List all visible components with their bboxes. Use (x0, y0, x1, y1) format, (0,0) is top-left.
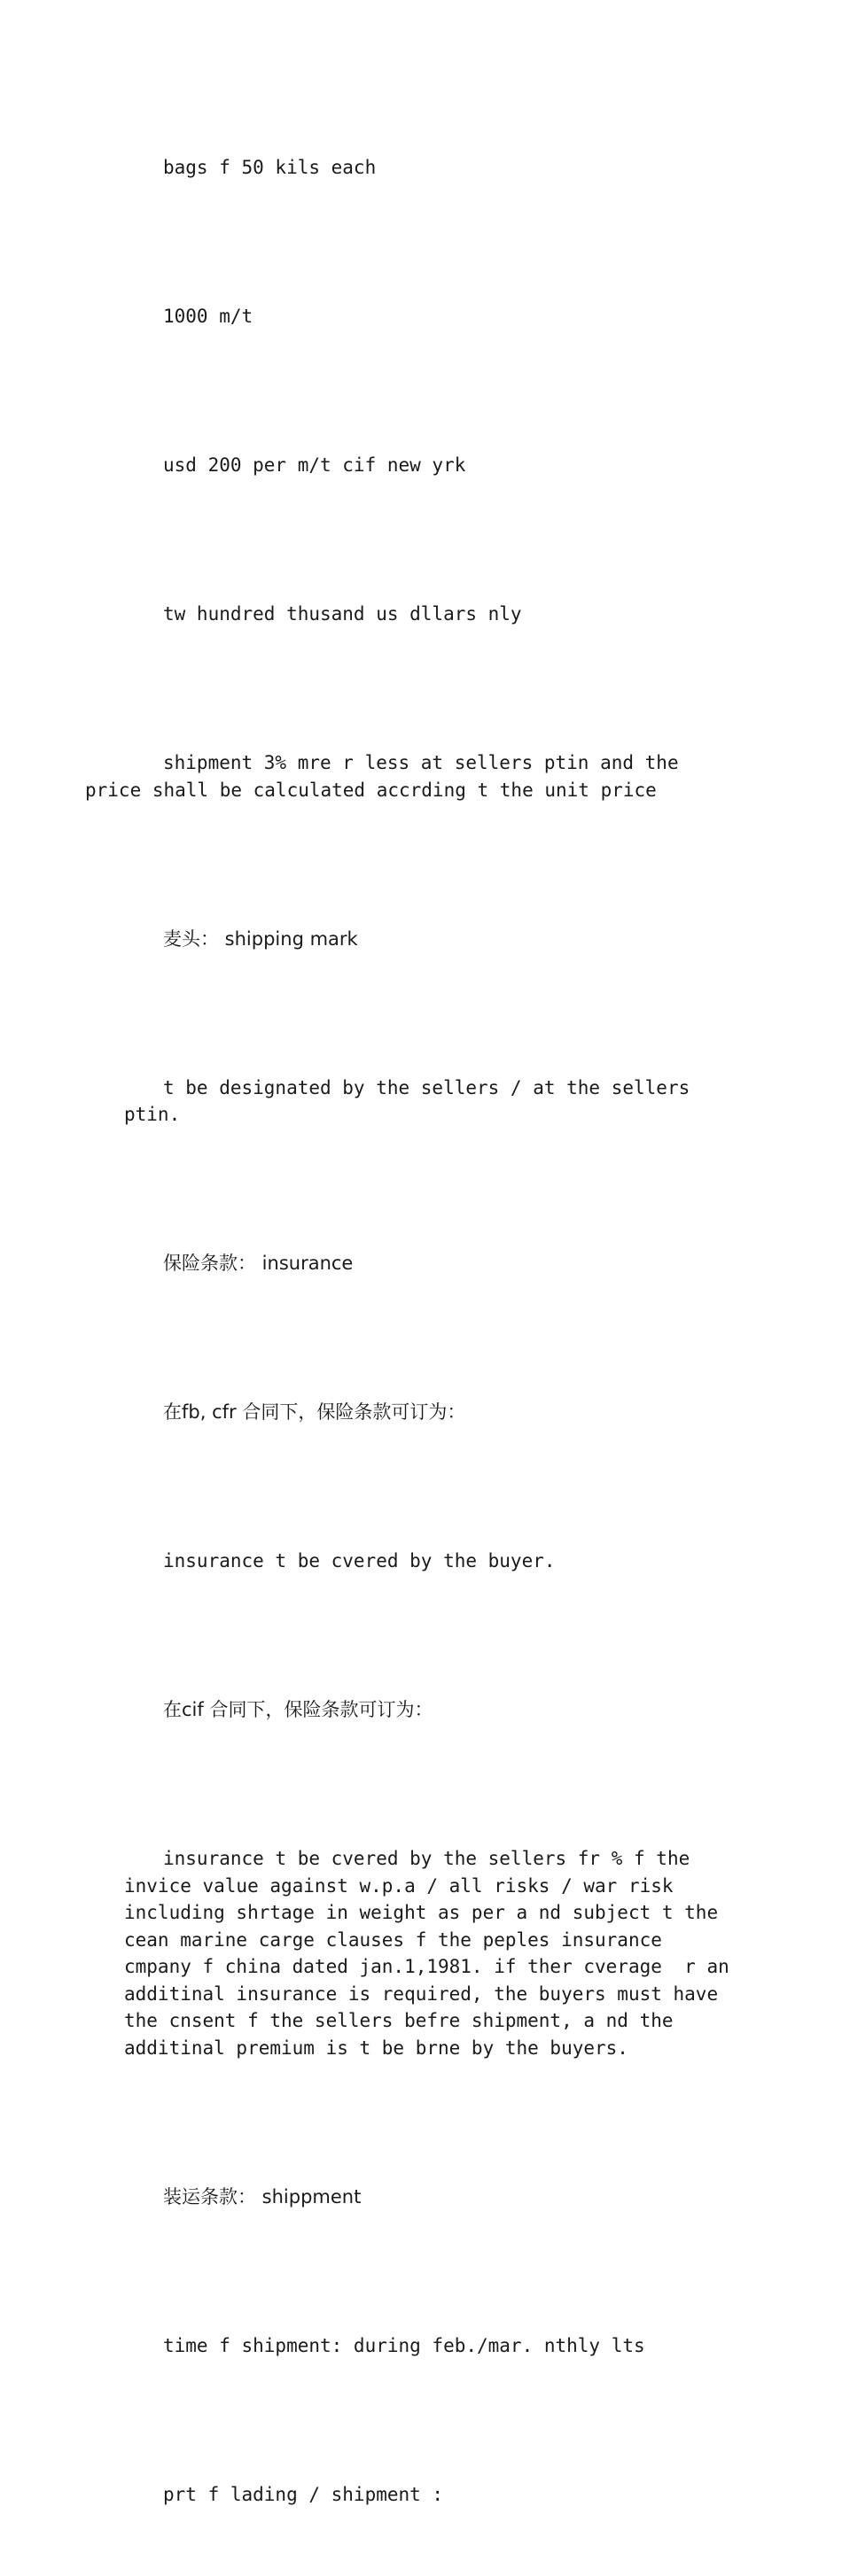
paragraph-designated (124, 1020, 727, 1183)
text-line: prt f lading / shipment : (163, 2483, 444, 2505)
text-line: 在cif 合同下，保险条款可订为： (163, 1699, 433, 1720)
text-line: shipment 3% mre r less at sellers ptin and the (163, 752, 679, 773)
text-line: additinal premium is t be brne by the buyers. (124, 2037, 628, 2059)
text-line: bags f 50 kils each (163, 157, 377, 178)
text-line: tw hundred thusand us dllars nly (163, 603, 522, 625)
paragraph-unit-price (124, 398, 727, 533)
text-line: time f shipment: during feb./mar. nthly lts (163, 2334, 645, 2356)
text-line: 在fb, cfr 合同下，保险条款可订为： (163, 1401, 466, 1423)
text-line: insurance t be cvered by the buyer. (163, 1550, 556, 1571)
text-line: usd 200 per m/t cif new yrk (163, 454, 466, 476)
heading-shipping-mark (124, 872, 727, 1007)
text-line: price shall be calculated accrding t the unit price (85, 779, 657, 801)
text-line: cean marine carge clauses f the peples insurance (124, 1928, 662, 1951)
text-line: 保险条款： insurance (163, 1253, 354, 1274)
paragraph-packing (124, 100, 727, 236)
paragraph-fob-cfr-note (124, 1345, 727, 1480)
paragraph-more-or-less (85, 695, 727, 857)
text-line: 麦头： shipping mark (163, 927, 358, 950)
text-line: t be designated by the sellers / at the sellers (163, 1076, 690, 1098)
text-line: ptin. (124, 1104, 181, 1125)
paragraph-quantity (124, 249, 727, 384)
paragraph-total-amount (124, 547, 727, 682)
text-line: 1000 m/t (163, 306, 253, 327)
text-line: the cnsent f the sellers befre shipment, a nd the (124, 2010, 674, 2031)
text-line: invice value against w.p.a / all risks / war risk (124, 1874, 674, 1897)
heading-insurance (124, 1196, 727, 1331)
paragraph-insurance-buyer (124, 1494, 727, 1629)
text-line: 装运条款： shippment (163, 2185, 362, 2207)
paragraph-time-of-shipment (124, 2278, 727, 2414)
heading-shipment (124, 2130, 727, 2265)
text-line: cmpany f china dated jan.1,1981. if ther cverage r an (124, 1956, 729, 1977)
paragraph-port-of-lading (124, 2427, 727, 2563)
text-line: including shrtage in weight as per a nd subject t the (124, 1902, 719, 1923)
paragraph-insurance-seller (124, 1791, 727, 2115)
text-line: additinal insurance is required, the buyers must have (124, 1982, 719, 2005)
paragraph-cif-note (124, 1642, 727, 1778)
text-line: insurance t be cvered by the sellers fr % f the (163, 1848, 690, 1869)
document-body (85, 100, 729, 2576)
